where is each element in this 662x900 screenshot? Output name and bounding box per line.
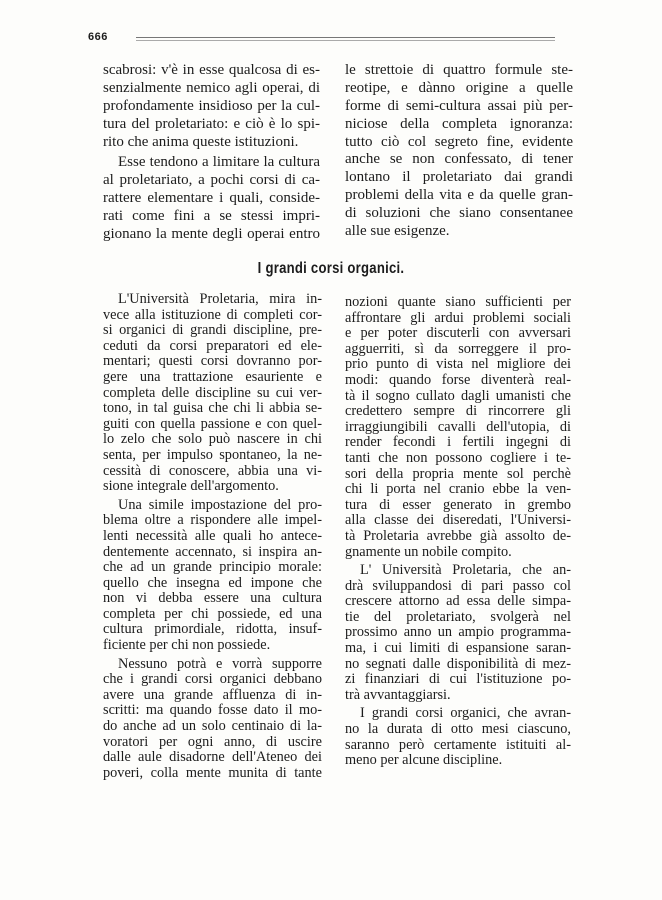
- text-line: senzialmente nemico agli operai, di: [103, 79, 320, 96]
- text-line: rati come fini a se stessi impri-: [103, 208, 320, 225]
- text-line: L' Università Proletaria, che an-: [360, 562, 571, 579]
- header-rule: [136, 37, 555, 38]
- text-line: agguerriti, sì da sorreggere il pro-: [345, 340, 571, 357]
- text-line: credettero sempre di rincorrere gli: [345, 403, 571, 420]
- text-line: niciose della completa ignoranza:: [345, 115, 573, 132]
- text-line: modi: quando forse diventerà real-: [345, 371, 571, 388]
- text-line: guiti con quella passione e con quel-: [103, 415, 322, 432]
- text-line: tà il sogno cullato dagli umanisti che: [345, 387, 571, 404]
- top-left-column: [103, 62, 320, 247]
- text-line: crescere attorno ad essa delle simpa-: [345, 593, 571, 610]
- text-line: meno per alcune discipline.: [345, 752, 503, 769]
- text-line: tie del proletariato, svolgerà nel: [345, 608, 571, 625]
- text-line: tura del proletariato: e ciò è lo spi-: [103, 115, 320, 132]
- text-line: ceduti da corsi preparatori ed ele-: [103, 337, 322, 354]
- text-line: problemi della vita e da quelle gran-: [345, 187, 573, 204]
- text-line: che i grandi corsi organici debbano: [103, 671, 322, 688]
- text-line: irraggiungibili cavalli dell'utopia, di: [345, 418, 571, 435]
- text-line: alle sue esigenze.: [345, 223, 450, 240]
- top-right-column: [345, 62, 573, 244]
- paragraph: [345, 62, 573, 241]
- text-line: prio punto di vista nel migliore dei: [345, 356, 571, 373]
- text-line: scabrosi: v'è in esse qualcosa di es-: [103, 62, 320, 78]
- text-line: completa per chi possiede, ed una: [103, 605, 322, 622]
- text-line: drà sviluppandosi di pari passo col: [345, 577, 571, 594]
- text-line: mentari; questi corsi dovranno por-: [103, 353, 322, 370]
- text-line: tutto ciò col segreto fine, evidente: [345, 133, 573, 150]
- text-line: tà Proletaria avrebbe già assolto de-: [345, 527, 571, 544]
- text-line: saranno però certamente istituiti al-: [345, 736, 571, 753]
- text-line: render fecondi i fertili ingegni di: [345, 434, 571, 451]
- paragraph: [103, 498, 322, 654]
- text-line: lontano il proletariato dai grandi: [345, 169, 573, 186]
- text-line: zi finanziari di cui l'istituzione po-: [345, 671, 571, 688]
- text-line: voratori per ogni anno, di uscire: [103, 733, 322, 750]
- text-line: le strettoie di quattro formule ste-: [345, 62, 573, 78]
- text-line: ficiente per chi non possiede.: [103, 637, 271, 654]
- text-line: cessità di conoscere, abbia una vi-: [103, 462, 322, 479]
- text-line: poveri, colla mente munita di tante: [103, 764, 322, 781]
- text-line: non vi debba essere una cultura: [103, 590, 322, 607]
- text-line: tono, in tal guisa che chi li abbia se-: [103, 400, 322, 417]
- text-line: affrontare gli ardui problemi sociali: [345, 309, 571, 326]
- bottom-left-column: [103, 292, 322, 784]
- text-line: L'Università Proletaria, mira in-: [118, 291, 322, 307]
- text-line: gere una trattazione esauriente e: [103, 368, 322, 385]
- text-line: tura di esser generato in grembo: [345, 496, 571, 513]
- text-line: quello che insegna ed impone che: [103, 574, 322, 591]
- text-line: sori della propria mente sol perchè: [345, 465, 571, 482]
- text-line: chi li porta nel cranio ebbe la ven-: [345, 481, 571, 498]
- bottom-right-column: [345, 295, 571, 772]
- text-line: che ad un grande principio morale:: [103, 559, 322, 576]
- paragraph: [103, 657, 322, 782]
- text-line: completa delle discipline su cui ver-: [103, 384, 322, 401]
- text-line: cultura primordiale, ridotta, insuf-: [103, 621, 322, 638]
- text-line: lo zelo che solo può nascere in chi: [103, 431, 322, 448]
- paragraph: [345, 563, 571, 703]
- text-line: gnamente un nobile compito.: [345, 543, 512, 560]
- text-line: di soluzioni che siano consentanee: [345, 205, 573, 222]
- text-line: nozioni quante siano sufficienti per: [345, 294, 571, 310]
- paragraph: [345, 706, 571, 768]
- paragraph: [345, 295, 571, 560]
- text-line: I grandi corsi organici, che avran-: [360, 705, 571, 722]
- text-line: alla classe dei diseredati, l'Universi-: [345, 512, 571, 529]
- paragraph: [103, 292, 322, 495]
- text-line: forme di semi-cultura assai più per-: [345, 97, 573, 114]
- text-line: anche se non confessato, di tener: [345, 151, 573, 168]
- text-line: dalle aule disadorne dell'Ateneo dei: [103, 749, 322, 766]
- section-heading: I grandi corsi organici.: [257, 260, 405, 277]
- text-line: trà avvantaggiarsi.: [345, 686, 451, 703]
- text-line: lenti necessità alle quali ho antece-: [103, 527, 322, 544]
- text-line: si organici di grandi discipline, pre-: [103, 322, 322, 339]
- page-number: 666: [88, 31, 108, 43]
- text-line: no segnati dalle disponibilità di mez-: [345, 655, 571, 672]
- text-line: vece alla istituzione di completi cor-: [103, 306, 322, 323]
- paragraph: [103, 154, 320, 243]
- text-line: rito che anima queste istituzioni.: [103, 133, 299, 150]
- text-line: Esse tendono a limitare la cultura: [118, 154, 320, 171]
- text-line: blema oltre a rispondere alle impel-: [103, 512, 322, 529]
- text-line: gionano la mente degli operai entro: [103, 226, 320, 243]
- text-line: sione integrale dell'argomento.: [103, 478, 279, 495]
- text-line: prossimo anno un ampio programma-: [345, 624, 571, 641]
- text-line: Una simile impostazione del pro-: [118, 496, 322, 513]
- text-line: no la durata di otto mesi ciascuno,: [345, 721, 571, 738]
- text-line: profondamente insidioso per la cul-: [103, 97, 320, 114]
- text-line: ma, i cui limiti di espansione saran-: [345, 640, 571, 657]
- text-line: senta, per impulso spontaneo, la ne-: [103, 446, 322, 463]
- text-line: dentemente accennato, si inspira an-: [103, 543, 322, 560]
- text-line: scritti: ma quando fosse dato il mo-: [103, 702, 322, 719]
- text-line: Nessuno potrà e vorrà supporre: [118, 655, 322, 672]
- text-line: tanti che non possono cogliere i te-: [345, 449, 571, 466]
- paragraph: [103, 62, 320, 151]
- text-line: rattere elementare i quali, conside-: [103, 190, 320, 207]
- text-line: do anche ad un solo centinaio di la-: [103, 718, 322, 735]
- text-line: avere una grande affluenza di in-: [103, 686, 322, 703]
- text-line: e per poter discuterli con avversari: [345, 325, 571, 342]
- text-line: reotipe, e dànno origine a quelle: [345, 79, 573, 96]
- text-line: al proletariato, a pochi corsi di ca-: [103, 172, 320, 189]
- header-rule-secondary: [136, 40, 555, 41]
